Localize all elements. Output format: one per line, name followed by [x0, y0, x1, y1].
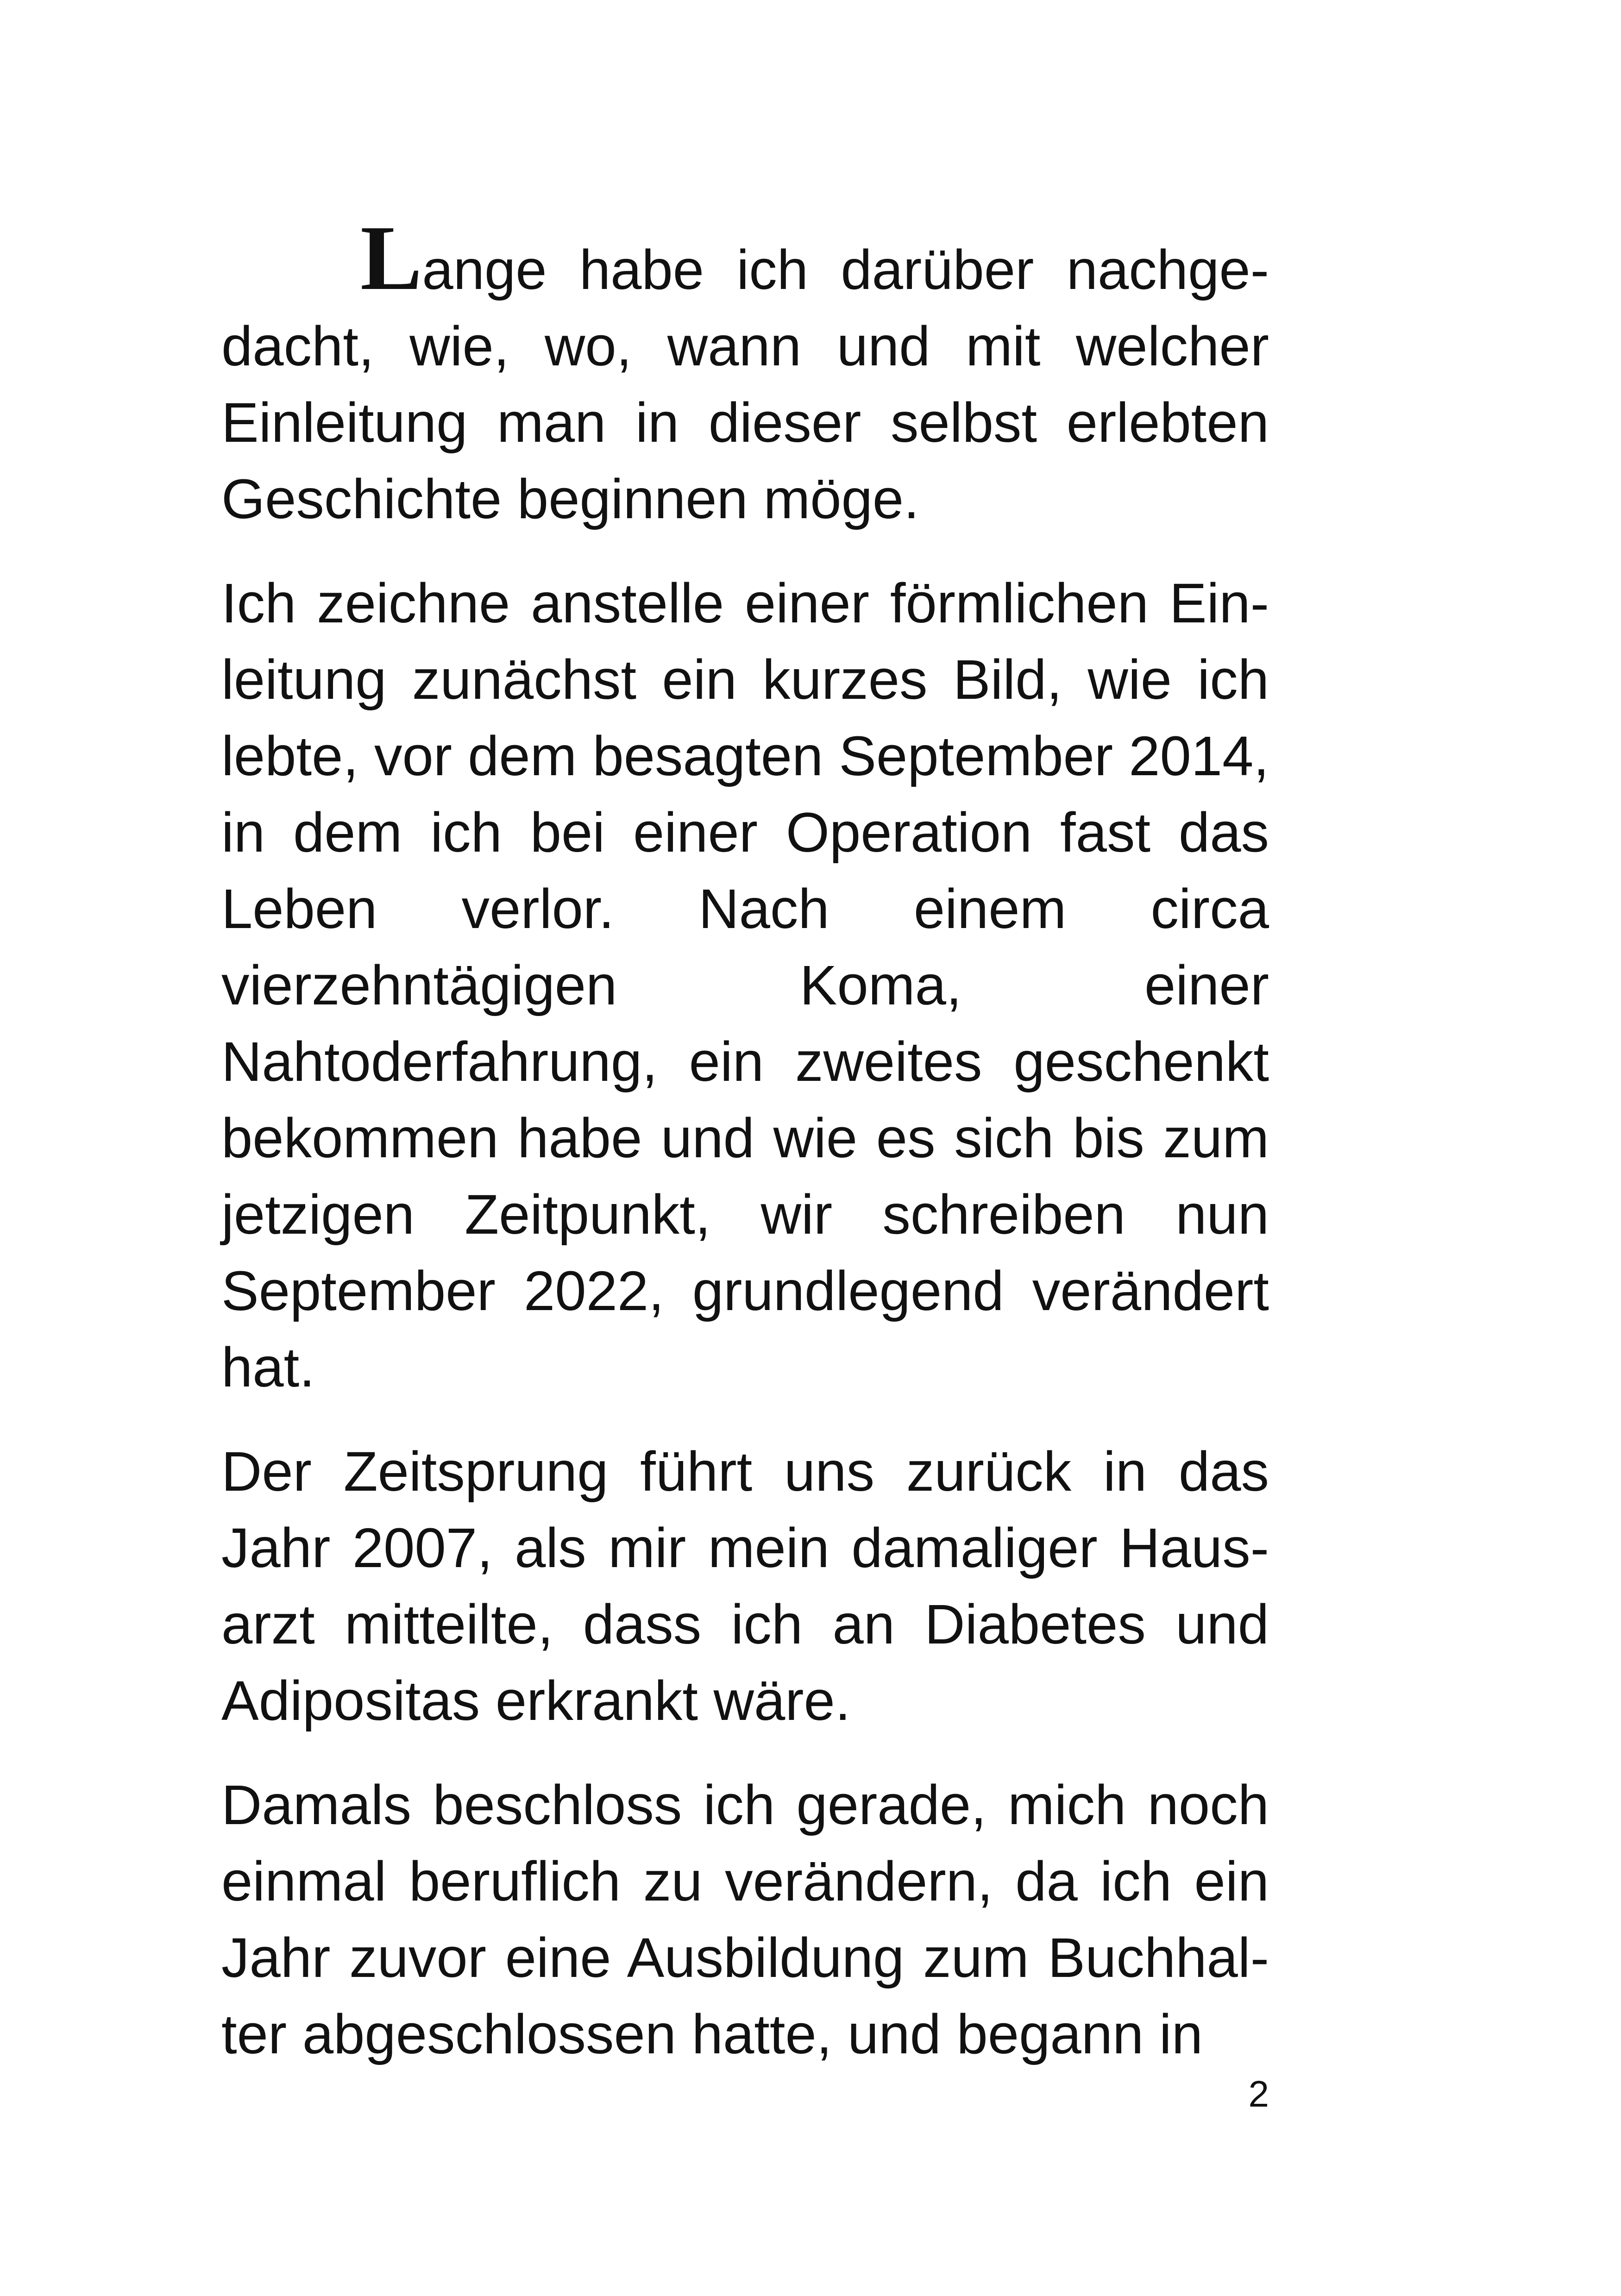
paragraph-1	[221, 207, 1269, 537]
paragraph-2: Ich zeichne anstelle einer förmlichen Einleitung zunächst ein kurzes Bild, wie ich lebte, vor dem besagten September 2014, in dem ich bei einer Operation fast das Leben verlor. Nach einem circa vierzehntägigen Koma, einer Nahtoderfahrung, ein zweites geschenkt bekommen habe und wie es sich bis zum jetzigen Zeitpunkt, wir schreiben nun September 2022, grundlegend verändert hat.	[221, 571, 1269, 1399]
drop-cap-letter: L	[360, 207, 422, 309]
body-text	[221, 207, 1269, 2100]
paragraph-4: Damals beschloss ich gerade, mich noch einmal beruflich zu verändern, da ich ein Jahr zuvor eine Ausbildung zum Buchhalter abgeschlossen hatte, und begann in	[221, 1773, 1269, 2065]
page-number: 2	[1248, 2073, 1269, 2114]
paragraph-1-text: ange habe ich darüber nachgedacht, wie, wo, wann und mit welcher Einleitung man in dieser selbst erlebten Geschichte beginnen möge.	[221, 238, 1269, 530]
paragraph-3: Der Zeitsprung führt uns zurück in das Jahr 2007, als mir mein damaliger Hausarzt mitteilte, dass ich an Diabetes und Adipositas erkrankt wäre.	[221, 1440, 1269, 1732]
